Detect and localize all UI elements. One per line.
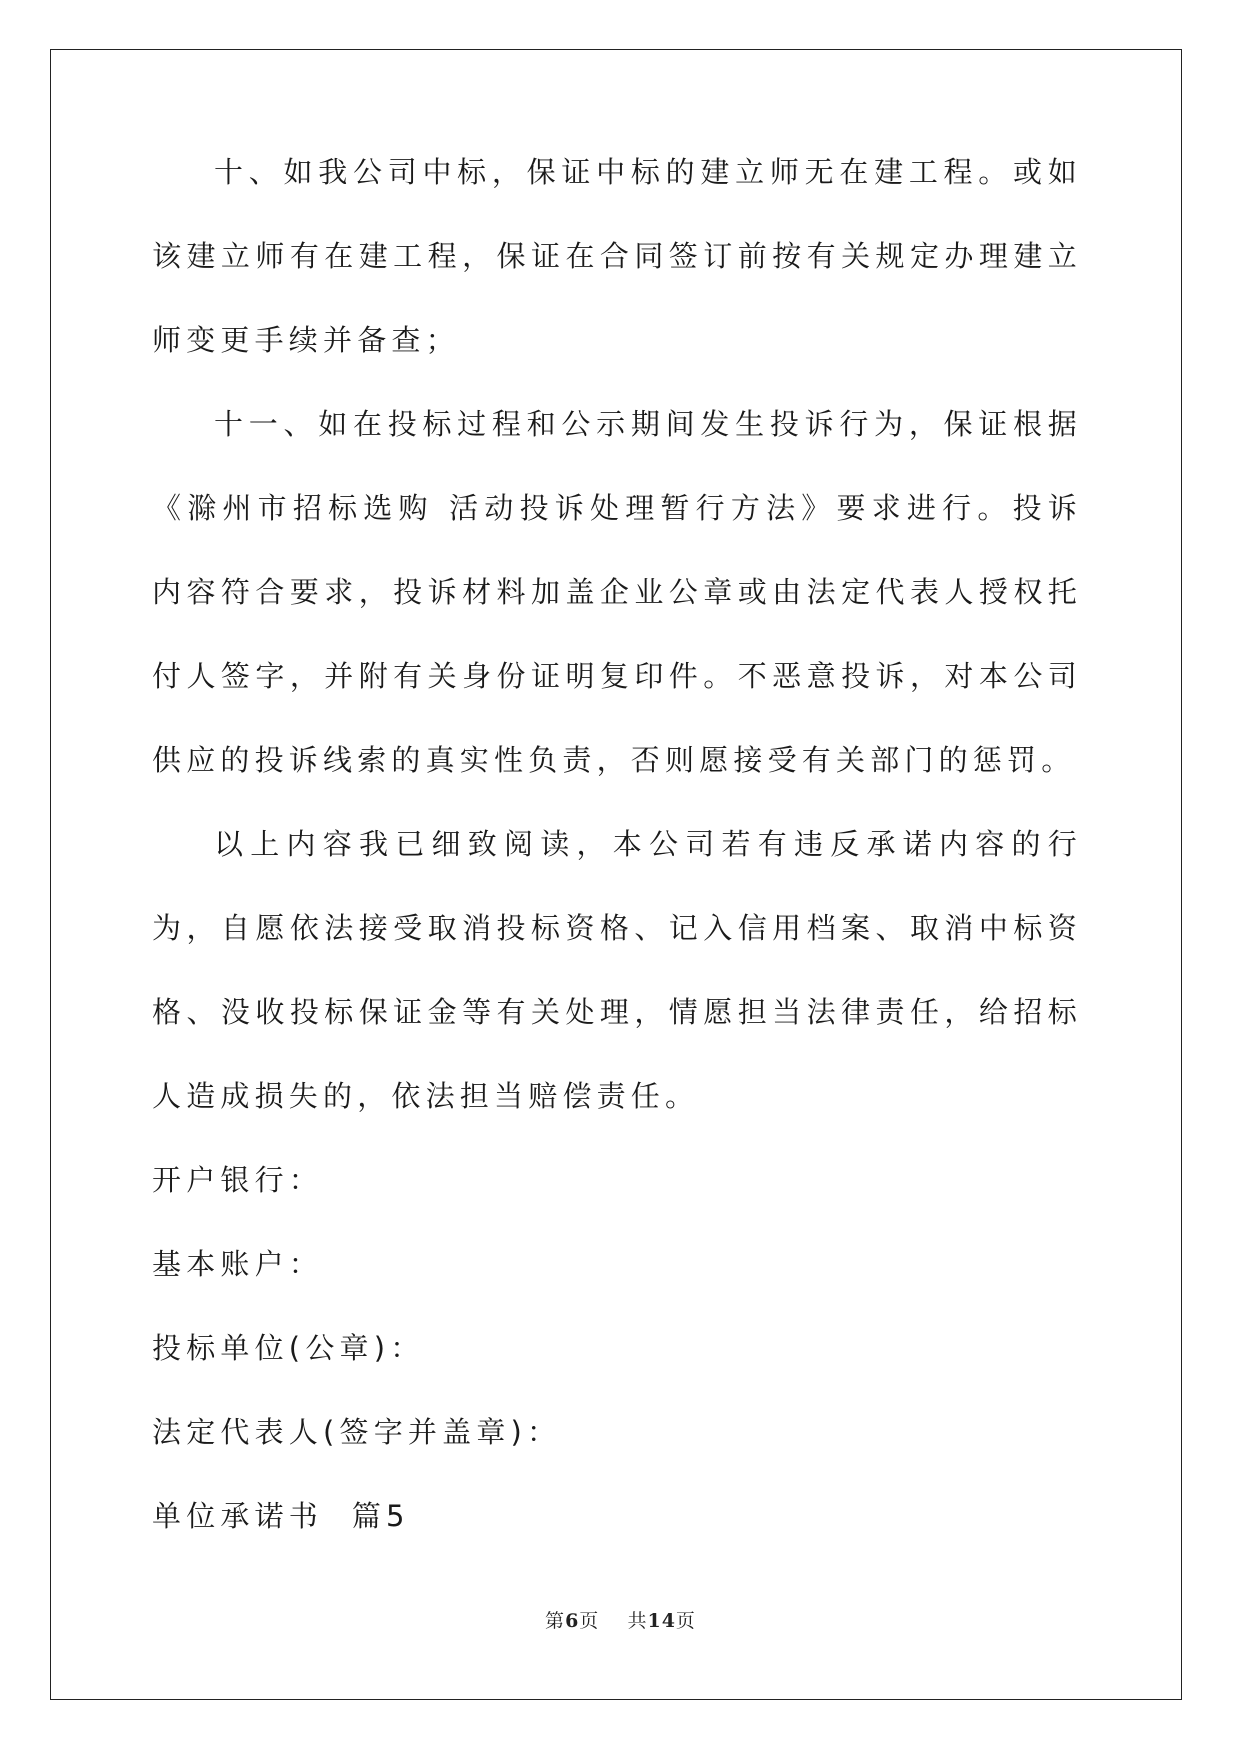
- paragraph-acknowledgement: 以上内容我已细致阅读，本公司若有违反承诺内容的行为，自愿依法接受取消投标资格、记入信用档案、取消中标资格、没收投标保证金等有关处理，情愿担当法律责任，给招标人造成损失的，依法担当赔偿责任。: [152, 827, 1082, 1113]
- footer-page-prefix: 第: [545, 1610, 566, 1632]
- field-bidder: 投标单位(公章)：: [152, 1331, 425, 1365]
- field-account: 基本账户：: [152, 1247, 324, 1281]
- section-heading: 单位承诺书 篇5: [152, 1499, 410, 1533]
- paragraph-eleven: 十一、如在投标过程和公示期间发生投诉行为，保证根据《滁州市招标选购 活动投诉处理暂行方法》要求进行。投诉内容符合要求，投诉材料加盖企业公章或由法定代表人授权托付人签字，并附有关身份证明复印件。不恶意投诉，对本公司供应的投诉线索的真实性负责，否则愿接受有关部门的惩罚。: [152, 407, 1082, 777]
- footer-page-suffix: 页 共: [579, 1610, 648, 1632]
- footer-page-number: 6: [565, 1610, 580, 1632]
- footer-total-suffix: 页: [675, 1610, 696, 1632]
- page-footer: [0, 1606, 1241, 1633]
- paragraph-ten: 十、如我公司中标，保证中标的建立师无在建工程。或如该建立师有在建工程，保证在合同签订前按有关规定办理建立师变更手续并备查；: [152, 155, 1082, 357]
- field-bank: 开户银行：: [152, 1163, 324, 1197]
- footer-total-pages: 14: [647, 1610, 676, 1632]
- field-legal-representative: 法定代表人(签字并盖章)：: [152, 1415, 562, 1449]
- document-body: [152, 0, 1082, 1558]
